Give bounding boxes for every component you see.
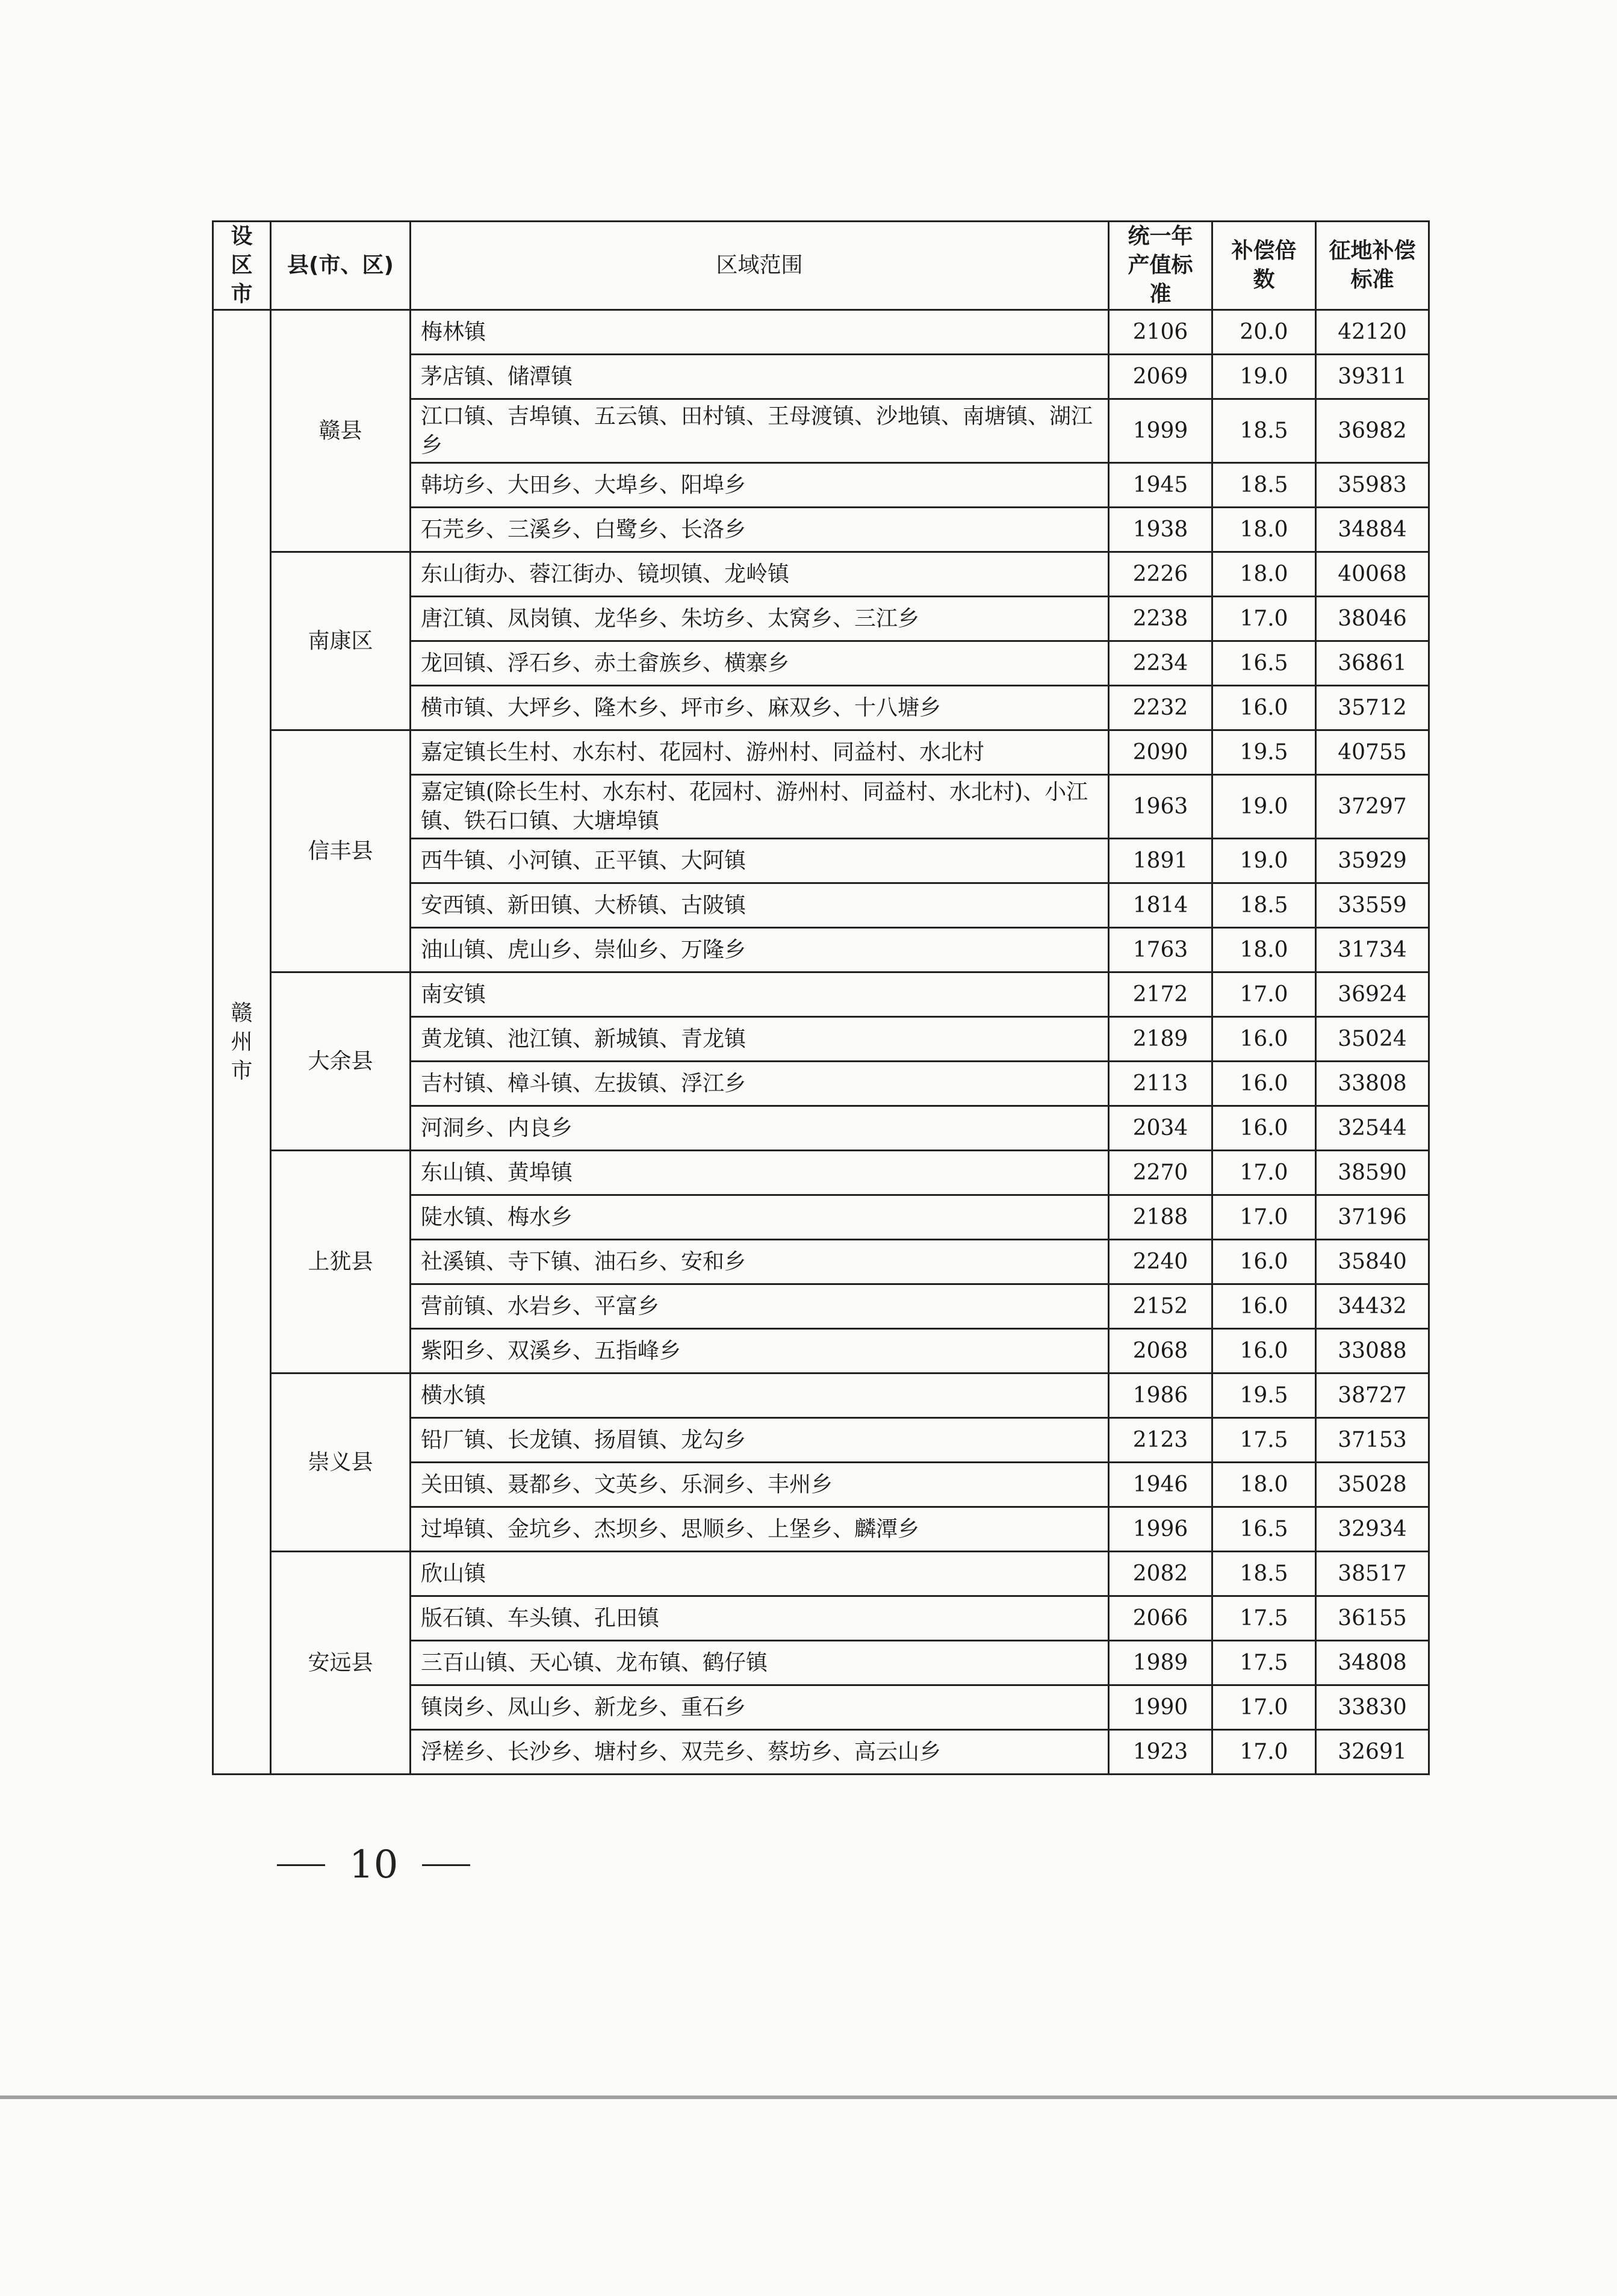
output-cell: 2226 xyxy=(1109,552,1212,597)
output-cell: 2034 xyxy=(1109,1106,1212,1151)
multiple-cell: 19.5 xyxy=(1212,730,1316,775)
area-cell: 横水镇 xyxy=(411,1374,1109,1418)
output-cell: 1763 xyxy=(1109,928,1212,972)
area-cell: 龙回镇、浮石乡、赤土畲族乡、横寨乡 xyxy=(411,641,1109,686)
output-cell: 1996 xyxy=(1109,1507,1212,1552)
standard-cell: 33559 xyxy=(1316,883,1429,928)
area-cell: 东山镇、黄埠镇 xyxy=(411,1151,1109,1195)
area-cell: 横市镇、大坪乡、隆木乡、坪市乡、麻双乡、十八塘乡 xyxy=(411,686,1109,730)
multiple-cell: 17.0 xyxy=(1212,1685,1316,1730)
output-cell: 2188 xyxy=(1109,1195,1212,1240)
multiple-cell: 16.0 xyxy=(1212,1106,1316,1151)
standard-cell: 31734 xyxy=(1316,928,1429,972)
multiple-cell: 16.5 xyxy=(1212,1507,1316,1552)
multiple-cell: 17.5 xyxy=(1212,1641,1316,1685)
area-cell: 嘉定镇(除长生村、水东村、花园村、游州村、同益村、水北村)、小江镇、铁石口镇、大塘埠镇 xyxy=(411,775,1109,839)
output-cell: 1938 xyxy=(1109,508,1212,552)
county-cell: 大余县 xyxy=(271,972,411,1151)
output-cell: 2240 xyxy=(1109,1240,1212,1284)
page-number xyxy=(253,1843,494,1887)
page-number-text: 10 xyxy=(349,1843,399,1887)
area-cell: 过埠镇、金坑乡、杰坝乡、思顺乡、上堡乡、麟潭乡 xyxy=(411,1507,1109,1552)
output-cell: 1963 xyxy=(1109,775,1212,839)
multiple-cell: 17.0 xyxy=(1212,972,1316,1017)
standard-cell: 35929 xyxy=(1316,839,1429,883)
multiple-cell: 18.5 xyxy=(1212,399,1316,463)
output-cell: 2082 xyxy=(1109,1552,1212,1596)
county-cell: 信丰县 xyxy=(271,730,411,972)
output-cell: 1989 xyxy=(1109,1641,1212,1685)
standard-cell: 34432 xyxy=(1316,1284,1429,1329)
area-cell: 陡水镇、梅水乡 xyxy=(411,1195,1109,1240)
header-multiple: 补偿倍数 xyxy=(1212,222,1316,310)
multiple-cell: 17.5 xyxy=(1212,1418,1316,1463)
area-cell: 欣山镇 xyxy=(411,1552,1109,1596)
area-cell: 江口镇、吉埠镇、五云镇、田村镇、王母渡镇、沙地镇、南塘镇、湖江乡 xyxy=(411,399,1109,463)
output-cell: 2238 xyxy=(1109,597,1212,641)
area-cell: 紫阳乡、双溪乡、五指峰乡 xyxy=(411,1329,1109,1374)
output-cell: 1923 xyxy=(1109,1730,1212,1775)
standard-cell: 40068 xyxy=(1316,552,1429,597)
county-cell: 安远县 xyxy=(271,1552,411,1775)
output-cell: 2172 xyxy=(1109,972,1212,1017)
table-row xyxy=(213,1374,1429,1418)
table-row xyxy=(213,552,1429,597)
output-cell: 2113 xyxy=(1109,1062,1212,1106)
output-cell: 2189 xyxy=(1109,1017,1212,1062)
table-body xyxy=(213,310,1429,1775)
standard-cell: 38590 xyxy=(1316,1151,1429,1195)
area-cell: 梅林镇 xyxy=(411,310,1109,355)
multiple-cell: 18.5 xyxy=(1212,1552,1316,1596)
output-cell: 1990 xyxy=(1109,1685,1212,1730)
output-cell: 1946 xyxy=(1109,1463,1212,1507)
area-cell: 石芫乡、三溪乡、白鹭乡、长洛乡 xyxy=(411,508,1109,552)
output-cell: 1945 xyxy=(1109,463,1212,508)
output-cell: 2232 xyxy=(1109,686,1212,730)
area-cell: 油山镇、虎山乡、崇仙乡、万隆乡 xyxy=(411,928,1109,972)
area-cell: 铅厂镇、长龙镇、扬眉镇、龙勾乡 xyxy=(411,1418,1109,1463)
standard-cell: 34884 xyxy=(1316,508,1429,552)
county-cell: 南康区 xyxy=(271,552,411,730)
page-number-dash-right xyxy=(422,1864,470,1866)
multiple-cell: 16.0 xyxy=(1212,686,1316,730)
standard-cell: 32544 xyxy=(1316,1106,1429,1151)
area-cell: 西牛镇、小河镇、正平镇、大阿镇 xyxy=(411,839,1109,883)
standard-cell: 36982 xyxy=(1316,399,1429,463)
area-cell: 东山街办、蓉江街办、镜坝镇、龙岭镇 xyxy=(411,552,1109,597)
multiple-cell: 20.0 xyxy=(1212,310,1316,355)
county-cell: 赣县 xyxy=(271,310,411,552)
table-row xyxy=(213,972,1429,1017)
output-cell: 1999 xyxy=(1109,399,1212,463)
multiple-cell: 19.0 xyxy=(1212,839,1316,883)
compensation-table xyxy=(212,220,1430,1775)
county-cell: 上犹县 xyxy=(271,1151,411,1374)
standard-cell: 42120 xyxy=(1316,310,1429,355)
standard-cell: 37153 xyxy=(1316,1418,1429,1463)
output-cell: 1986 xyxy=(1109,1374,1212,1418)
multiple-cell: 18.0 xyxy=(1212,552,1316,597)
standard-cell: 33808 xyxy=(1316,1062,1429,1106)
multiple-cell: 17.0 xyxy=(1212,1730,1316,1775)
area-cell: 茅店镇、储潭镇 xyxy=(411,355,1109,399)
scan-edge-line xyxy=(0,2095,1617,2099)
county-cell: 崇义县 xyxy=(271,1374,411,1552)
area-cell: 河洞乡、内良乡 xyxy=(411,1106,1109,1151)
standard-cell: 36861 xyxy=(1316,641,1429,686)
area-cell: 嘉定镇长生村、水东村、花园村、游州村、同益村、水北村 xyxy=(411,730,1109,775)
standard-cell: 38046 xyxy=(1316,597,1429,641)
standard-cell: 34808 xyxy=(1316,1641,1429,1685)
standard-cell: 32934 xyxy=(1316,1507,1429,1552)
output-cell: 2106 xyxy=(1109,310,1212,355)
area-cell: 黄龙镇、池江镇、新城镇、青龙镇 xyxy=(411,1017,1109,1062)
city-cell xyxy=(213,310,271,1775)
table-row xyxy=(213,310,1429,355)
header-standard: 征地补偿标准 xyxy=(1316,222,1429,310)
header-area: 区域范围 xyxy=(411,222,1109,310)
standard-cell: 32691 xyxy=(1316,1730,1429,1775)
output-cell: 2069 xyxy=(1109,355,1212,399)
standard-cell: 38517 xyxy=(1316,1552,1429,1596)
table-row xyxy=(213,1151,1429,1195)
multiple-cell: 16.5 xyxy=(1212,641,1316,686)
area-cell: 南安镇 xyxy=(411,972,1109,1017)
standard-cell: 36924 xyxy=(1316,972,1429,1017)
standard-cell: 37297 xyxy=(1316,775,1429,839)
multiple-cell: 19.0 xyxy=(1212,775,1316,839)
standard-cell: 40755 xyxy=(1316,730,1429,775)
standard-cell: 37196 xyxy=(1316,1195,1429,1240)
output-cell: 2123 xyxy=(1109,1418,1212,1463)
area-cell: 唐江镇、凤岗镇、龙华乡、朱坊乡、太窝乡、三江乡 xyxy=(411,597,1109,641)
table-header-row xyxy=(213,222,1429,310)
area-cell: 三百山镇、天心镇、龙布镇、鹤仔镇 xyxy=(411,1641,1109,1685)
multiple-cell: 18.0 xyxy=(1212,1463,1316,1507)
multiple-cell: 18.0 xyxy=(1212,928,1316,972)
table-row xyxy=(213,1552,1429,1596)
standard-cell: 36155 xyxy=(1316,1596,1429,1641)
standard-cell: 38727 xyxy=(1316,1374,1429,1418)
header-county: 县(市、区) xyxy=(271,222,411,310)
area-cell: 版石镇、车头镇、孔田镇 xyxy=(411,1596,1109,1641)
area-cell: 关田镇、聂都乡、文英乡、乐洞乡、丰州乡 xyxy=(411,1463,1109,1507)
area-cell: 安西镇、新田镇、大桥镇、古陂镇 xyxy=(411,883,1109,928)
area-cell: 浮槎乡、长沙乡、塘村乡、双芫乡、蔡坊乡、高云山乡 xyxy=(411,1730,1109,1775)
standard-cell: 39311 xyxy=(1316,355,1429,399)
multiple-cell: 16.0 xyxy=(1212,1240,1316,1284)
output-cell: 1814 xyxy=(1109,883,1212,928)
standard-cell: 35028 xyxy=(1316,1463,1429,1507)
area-cell: 营前镇、水岩乡、平富乡 xyxy=(411,1284,1109,1329)
standard-cell: 33088 xyxy=(1316,1329,1429,1374)
multiple-cell: 18.0 xyxy=(1212,508,1316,552)
header-output: 统一年产值标准 xyxy=(1109,222,1212,310)
city-name: 赣州市 xyxy=(231,1000,253,1083)
multiple-cell: 16.0 xyxy=(1212,1017,1316,1062)
multiple-cell: 18.5 xyxy=(1212,463,1316,508)
multiple-cell: 16.0 xyxy=(1212,1329,1316,1374)
standard-cell: 35712 xyxy=(1316,686,1429,730)
standard-cell: 35983 xyxy=(1316,463,1429,508)
output-cell: 2234 xyxy=(1109,641,1212,686)
multiple-cell: 18.5 xyxy=(1212,883,1316,928)
standard-cell: 33830 xyxy=(1316,1685,1429,1730)
area-cell: 社溪镇、寺下镇、油石乡、安和乡 xyxy=(411,1240,1109,1284)
output-cell: 2270 xyxy=(1109,1151,1212,1195)
output-cell: 2066 xyxy=(1109,1596,1212,1641)
multiple-cell: 17.0 xyxy=(1212,597,1316,641)
multiple-cell: 19.0 xyxy=(1212,355,1316,399)
multiple-cell: 17.5 xyxy=(1212,1596,1316,1641)
standard-cell: 35840 xyxy=(1316,1240,1429,1284)
multiple-cell: 16.0 xyxy=(1212,1284,1316,1329)
area-cell: 镇岗乡、凤山乡、新龙乡、重石乡 xyxy=(411,1685,1109,1730)
area-cell: 吉村镇、樟斗镇、左拔镇、浮江乡 xyxy=(411,1062,1109,1106)
output-cell: 2152 xyxy=(1109,1284,1212,1329)
output-cell: 2068 xyxy=(1109,1329,1212,1374)
table-row xyxy=(213,730,1429,775)
standard-cell: 35024 xyxy=(1316,1017,1429,1062)
area-cell: 韩坊乡、大田乡、大埠乡、阳埠乡 xyxy=(411,463,1109,508)
multiple-cell: 19.5 xyxy=(1212,1374,1316,1418)
multiple-cell: 16.0 xyxy=(1212,1062,1316,1106)
output-cell: 1891 xyxy=(1109,839,1212,883)
output-cell: 2090 xyxy=(1109,730,1212,775)
header-city: 设区市 xyxy=(213,222,271,310)
multiple-cell: 17.0 xyxy=(1212,1151,1316,1195)
page-number-dash-left xyxy=(277,1864,325,1866)
multiple-cell: 17.0 xyxy=(1212,1195,1316,1240)
